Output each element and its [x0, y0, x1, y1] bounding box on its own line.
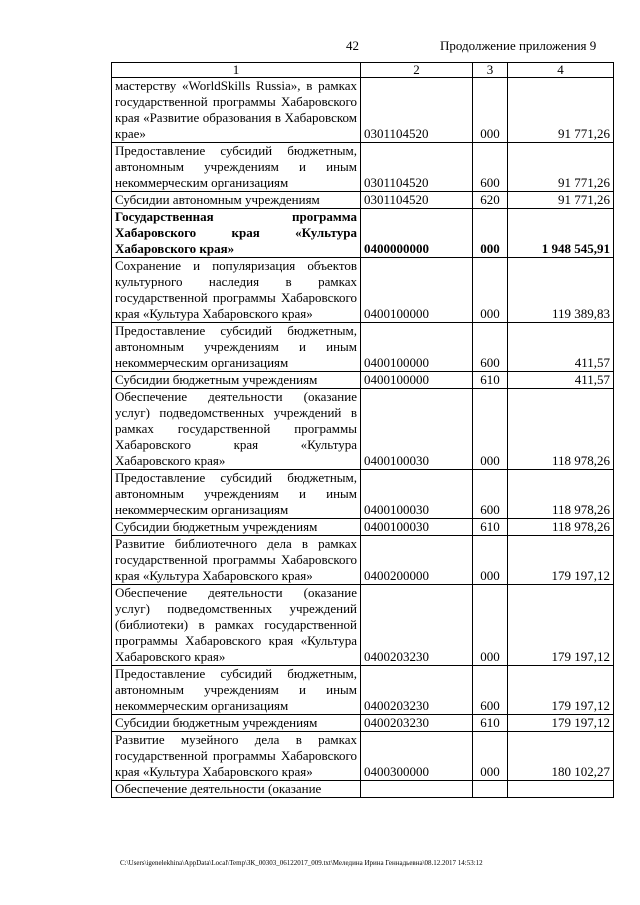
row-type-cell: 000 [473, 732, 508, 781]
row-code-cell: 0400000000 [361, 209, 473, 258]
row-name-cell: Субсидии бюджетным учреждениям [112, 715, 361, 732]
row-code-cell: 0400100000 [361, 372, 473, 389]
row-type-cell: 000 [473, 536, 508, 585]
row-amount-cell: 411,57 [508, 372, 614, 389]
row-code-cell: 0301104520 [361, 192, 473, 209]
table-row [112, 585, 614, 666]
row-code-cell: 0400203230 [361, 715, 473, 732]
row-type-cell: 600 [473, 143, 508, 192]
table-row [112, 372, 614, 389]
column-header-3: 3 [473, 63, 508, 78]
row-code-cell: 0400300000 [361, 732, 473, 781]
row-code-cell: 0400100030 [361, 519, 473, 536]
row-amount-cell [508, 781, 614, 798]
table-row [112, 666, 614, 715]
row-amount-cell: 179 197,12 [508, 585, 614, 666]
row-code-cell [361, 781, 473, 798]
row-name-cell: Развитие музейного дела в рамках государственной программы Хабаровского края «Культура Хабаровского края» [112, 732, 361, 781]
row-name-cell: Предоставление субсидий бюджетным, автономным учреждениям и иным некоммерческим организациям [112, 666, 361, 715]
row-code-cell: 0400203230 [361, 585, 473, 666]
page-number: 42 [346, 38, 359, 53]
row-code-cell: 0400100000 [361, 258, 473, 323]
row-amount-cell: 180 102,27 [508, 732, 614, 781]
row-name-cell: мастерству «WorldSkills Russia», в рамках государственной программы Хабаровского края «Развитие образования в Хабаровском крае» [112, 78, 361, 143]
table-row [112, 715, 614, 732]
row-type-cell: 610 [473, 715, 508, 732]
row-amount-cell: 119 389,83 [508, 258, 614, 323]
row-type-cell: 610 [473, 372, 508, 389]
table-row [112, 389, 614, 470]
row-name-cell: Предоставление субсидий бюджетным, автономным учреждениям и иным некоммерческим организациям [112, 470, 361, 519]
row-name-cell: Обеспечение деятельности (оказание услуг) подведомственных учреждений (библиотеки) в рамках государственной программы Хабаровского края «Культура Хабаровского края» [112, 585, 361, 666]
row-amount-cell: 411,57 [508, 323, 614, 372]
column-header-4: 4 [508, 63, 614, 78]
row-code-cell: 0400203230 [361, 666, 473, 715]
row-name-cell: Субсидии автономным учреждениям [112, 192, 361, 209]
row-type-cell: 600 [473, 666, 508, 715]
row-amount-cell: 118 978,26 [508, 389, 614, 470]
row-name-cell: Государственная программа Хабаровского края «Культура Хабаровского края» [112, 209, 361, 258]
row-name-cell: Предоставление субсидий бюджетным, автономным учреждениям и иным некоммерческим организациям [112, 143, 361, 192]
row-amount-cell: 179 197,12 [508, 715, 614, 732]
table-row [112, 143, 614, 192]
row-name-cell: Обеспечение деятельности (оказание услуг) подведомственных учреждений в рамках государственной программы Хабаровского края «Культура Хабаровского края» [112, 389, 361, 470]
table-row [112, 258, 614, 323]
row-amount-cell: 179 197,12 [508, 536, 614, 585]
row-amount-cell: 118 978,26 [508, 519, 614, 536]
table-row [112, 470, 614, 519]
table-row [112, 781, 614, 798]
row-code-cell: 0301104520 [361, 78, 473, 143]
row-amount-cell: 1 948 545,91 [508, 209, 614, 258]
table-row [112, 536, 614, 585]
row-type-cell: 000 [473, 78, 508, 143]
table-header-row [112, 63, 614, 78]
table-row [112, 209, 614, 258]
row-amount-cell: 179 197,12 [508, 666, 614, 715]
budget-table [111, 62, 614, 798]
row-code-cell: 0400200000 [361, 536, 473, 585]
table-row [112, 192, 614, 209]
row-code-cell: 0400100000 [361, 323, 473, 372]
row-name-cell: Обеспечение деятельности (оказание [112, 781, 361, 798]
row-type-cell: 600 [473, 323, 508, 372]
row-code-cell: 0301104520 [361, 143, 473, 192]
table-row [112, 519, 614, 536]
column-header-1: 1 [112, 63, 361, 78]
row-type-cell [473, 781, 508, 798]
table-row [112, 732, 614, 781]
row-amount-cell: 91 771,26 [508, 143, 614, 192]
row-amount-cell: 118 978,26 [508, 470, 614, 519]
table-body [112, 78, 614, 798]
row-type-cell: 000 [473, 209, 508, 258]
row-type-cell: 600 [473, 470, 508, 519]
row-name-cell: Субсидии бюджетным учреждениям [112, 372, 361, 389]
row-type-cell: 000 [473, 585, 508, 666]
table-row [112, 78, 614, 143]
column-header-2: 2 [361, 63, 473, 78]
table-row [112, 323, 614, 372]
row-name-cell: Предоставление субсидий бюджетным, автономным учреждениям и иным некоммерческим организациям [112, 323, 361, 372]
continuation-label: Продолжение приложения 9 [440, 38, 597, 53]
row-type-cell: 000 [473, 389, 508, 470]
row-code-cell: 0400100030 [361, 389, 473, 470]
row-amount-cell: 91 771,26 [508, 78, 614, 143]
row-amount-cell: 91 771,26 [508, 192, 614, 209]
row-type-cell: 000 [473, 258, 508, 323]
row-type-cell: 620 [473, 192, 508, 209]
row-name-cell: Развитие библиотечного дела в рамках государственной программы Хабаровского края «Культура Хабаровского края» [112, 536, 361, 585]
row-code-cell: 0400100030 [361, 470, 473, 519]
row-name-cell: Сохранение и популяризация объектов культурного наследия в рамках государственной программы Хабаровского края «Культура Хабаровского края» [112, 258, 361, 323]
row-name-cell: Субсидии бюджетным учреждениям [112, 519, 361, 536]
row-type-cell: 610 [473, 519, 508, 536]
file-path-footer: C:\Users\igenelekhina\AppData\Local\Temp\ЗК_00303_06122017_009.txt\Меледина Ирина Геннадьевна\08.12.2017 14:53:12 [120, 859, 483, 867]
